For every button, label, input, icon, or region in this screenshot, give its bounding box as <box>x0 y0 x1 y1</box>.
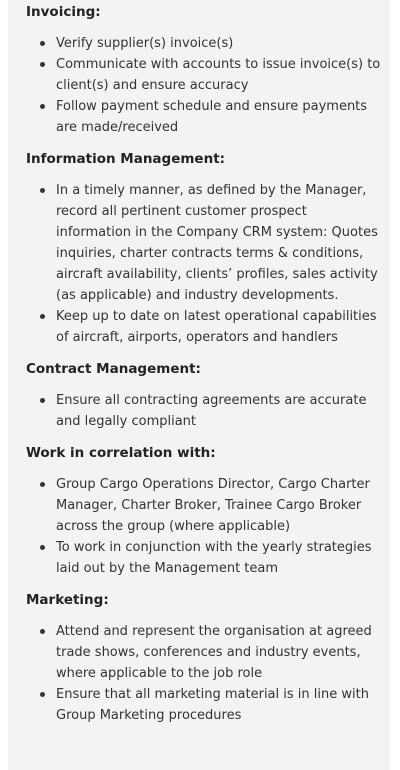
bullet-list <box>26 180 390 348</box>
bullet-list <box>26 474 390 579</box>
bullet-list <box>26 33 390 138</box>
list-item: To work in conjunction with the yearly strategies laid out by the Management team <box>26 537 386 579</box>
section-heading: Contract Management: <box>26 361 201 377</box>
section-marketing <box>26 590 390 726</box>
list-item: In a timely manner, as defined by the Manager, record all pertinent customer prospect information in the Company CRM system: Quotes inquiries, charter contracts terms & conditions, aircraft availability, clients’ profiles, sales activity (as applicable) and industry developments. <box>26 180 386 306</box>
list-item: Attend and represent the organisation at agreed trade shows, conferences and industry events, where applicable to the job role <box>26 621 386 684</box>
list-item: Keep up to date on latest operational capabilities of aircraft, airports, operators and handlers <box>26 306 386 348</box>
list-item: Ensure that all marketing material is in line with Group Marketing procedures <box>26 684 386 726</box>
bullet-list <box>26 621 390 726</box>
list-item: Group Cargo Operations Director, Cargo Charter Manager, Charter Broker, Trainee Cargo Broker across the group (where applicable) <box>26 474 386 537</box>
bullet-list <box>26 390 390 432</box>
list-item: Follow payment schedule and ensure payments are made/received <box>26 96 386 138</box>
section-heading: Work in correlation with: <box>26 445 216 461</box>
job-description-panel <box>8 0 390 770</box>
section-heading: Information Management: <box>26 151 226 167</box>
list-item: Ensure all contracting agreements are accurate and legally compliant <box>26 390 386 432</box>
section-information-management <box>26 149 390 348</box>
section-heading: Invoicing: <box>26 4 101 20</box>
list-item: Verify supplier(s) invoice(s) <box>26 33 386 54</box>
section-contract-management <box>26 359 390 432</box>
section-heading: Marketing: <box>26 592 109 608</box>
list-item: Communicate with accounts to issue invoice(s) to client(s) and ensure accuracy <box>26 54 386 96</box>
section-work-in-correlation <box>26 443 390 579</box>
section-invoicing <box>26 2 390 138</box>
